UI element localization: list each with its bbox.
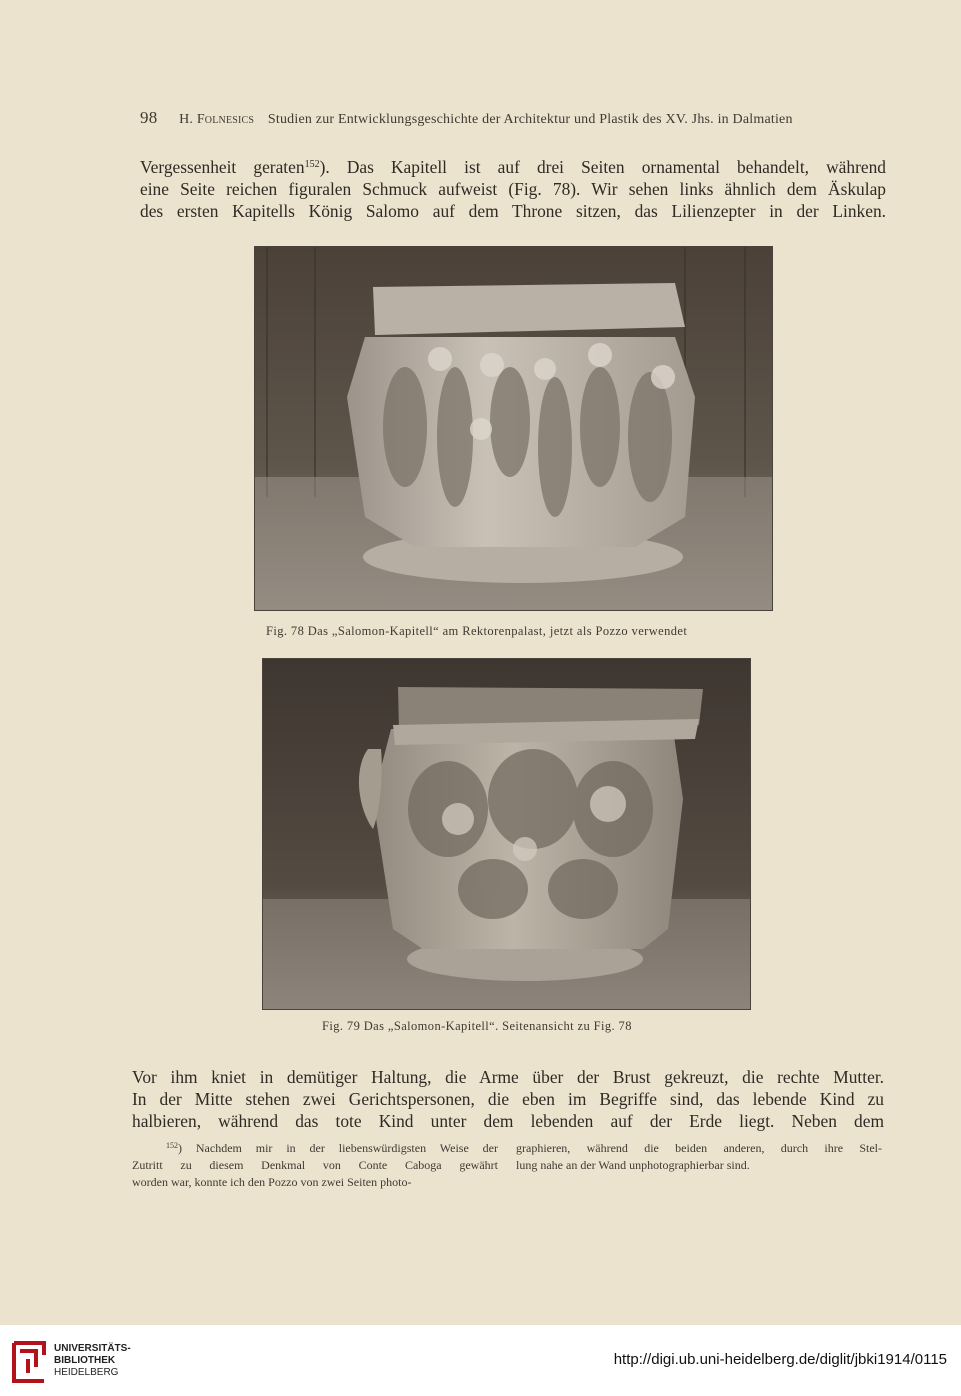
text-line [140,156,886,178]
figure-79-caption: Fig. 79 Das „Salomon-Kapitell“. Seitenansicht zu Fig. 78 [322,1019,632,1033]
footnote-column-right [516,1140,882,1174]
text-line: lung nahe an der Wand unphotographierbar sind. [516,1158,750,1172]
library-name [54,1343,131,1379]
footnote-column-left [132,1140,498,1191]
text-line: des ersten Kapitells König Salomo auf dem Throne sitzen, das Lilienzepter in der Linken. [140,201,886,221]
text-line: In der Mitte stehen zwei Gerichtspersonen, die eben im Begriffe sind, das lebende Kind zu [132,1089,884,1109]
library-line: HEIDELBERG [54,1367,119,1378]
figure-78-caption: Fig. 78 Das „Salomon-Kapitell“ am Rektorenpalast, jetzt als Pozzo verwendet [266,624,688,638]
body-paragraph-1 [140,156,886,222]
text-line: Zutritt zu diesem Denkmal von Conte Caboga gewährt [132,1158,498,1172]
text-line: worden war, konnte ich den Pozzo von zwei Seiten photo- [132,1175,412,1189]
text-line: eine Seite reichen figuralen Schmuck aufweist (Fig. 78). Wir sehen links ähnlich dem Äskulap [140,179,886,199]
header-author: H. Folnesics [179,112,255,127]
text-line: halbieren, während das tote Kind unter dem lebenden auf der Erde liegt. Neben dem [132,1111,884,1131]
text-span: ) Nachdem mir in der liebenswürdigsten Weise der [178,1141,498,1155]
footnote-reference[interactable]: 152 [304,159,320,170]
capital-side-image [263,659,750,1009]
text-line [132,1140,498,1157]
text-span: Vergessenheit geraten [140,157,305,177]
library-line: UNIVERSITÄTS- [54,1343,131,1354]
running-header [140,108,860,128]
viewer-footer [0,1325,961,1396]
header-title: Studien zur Entwicklungsgeschichte der Architektur und Plastik des XV. Jhs. in Dalmatien [267,112,793,127]
text-line: Vor ihm kniet in demütiger Haltung, die Arme über der Brust gekreuzt, die rechte Mutter. [132,1067,884,1087]
text-line: graphieren, während die beiden anderen, durch ihre Stel- [516,1141,882,1155]
library-line: BIBLIOTHEK [54,1355,116,1366]
figure-78-photo [254,246,773,611]
body-paragraph-2 [132,1066,884,1132]
figure-79-photo [262,658,751,1010]
permalink-url[interactable]: http://digi.ub.uni-heidelberg.de/diglit/jbki1914/0115 [613,1351,947,1368]
footnote-marker: 152 [166,1141,178,1150]
capital-front-image [255,247,772,610]
page-number: 98 [140,108,158,127]
text-span: ). Das Kapitell ist auf drei Seiten ornamental behandelt, während [319,157,886,177]
